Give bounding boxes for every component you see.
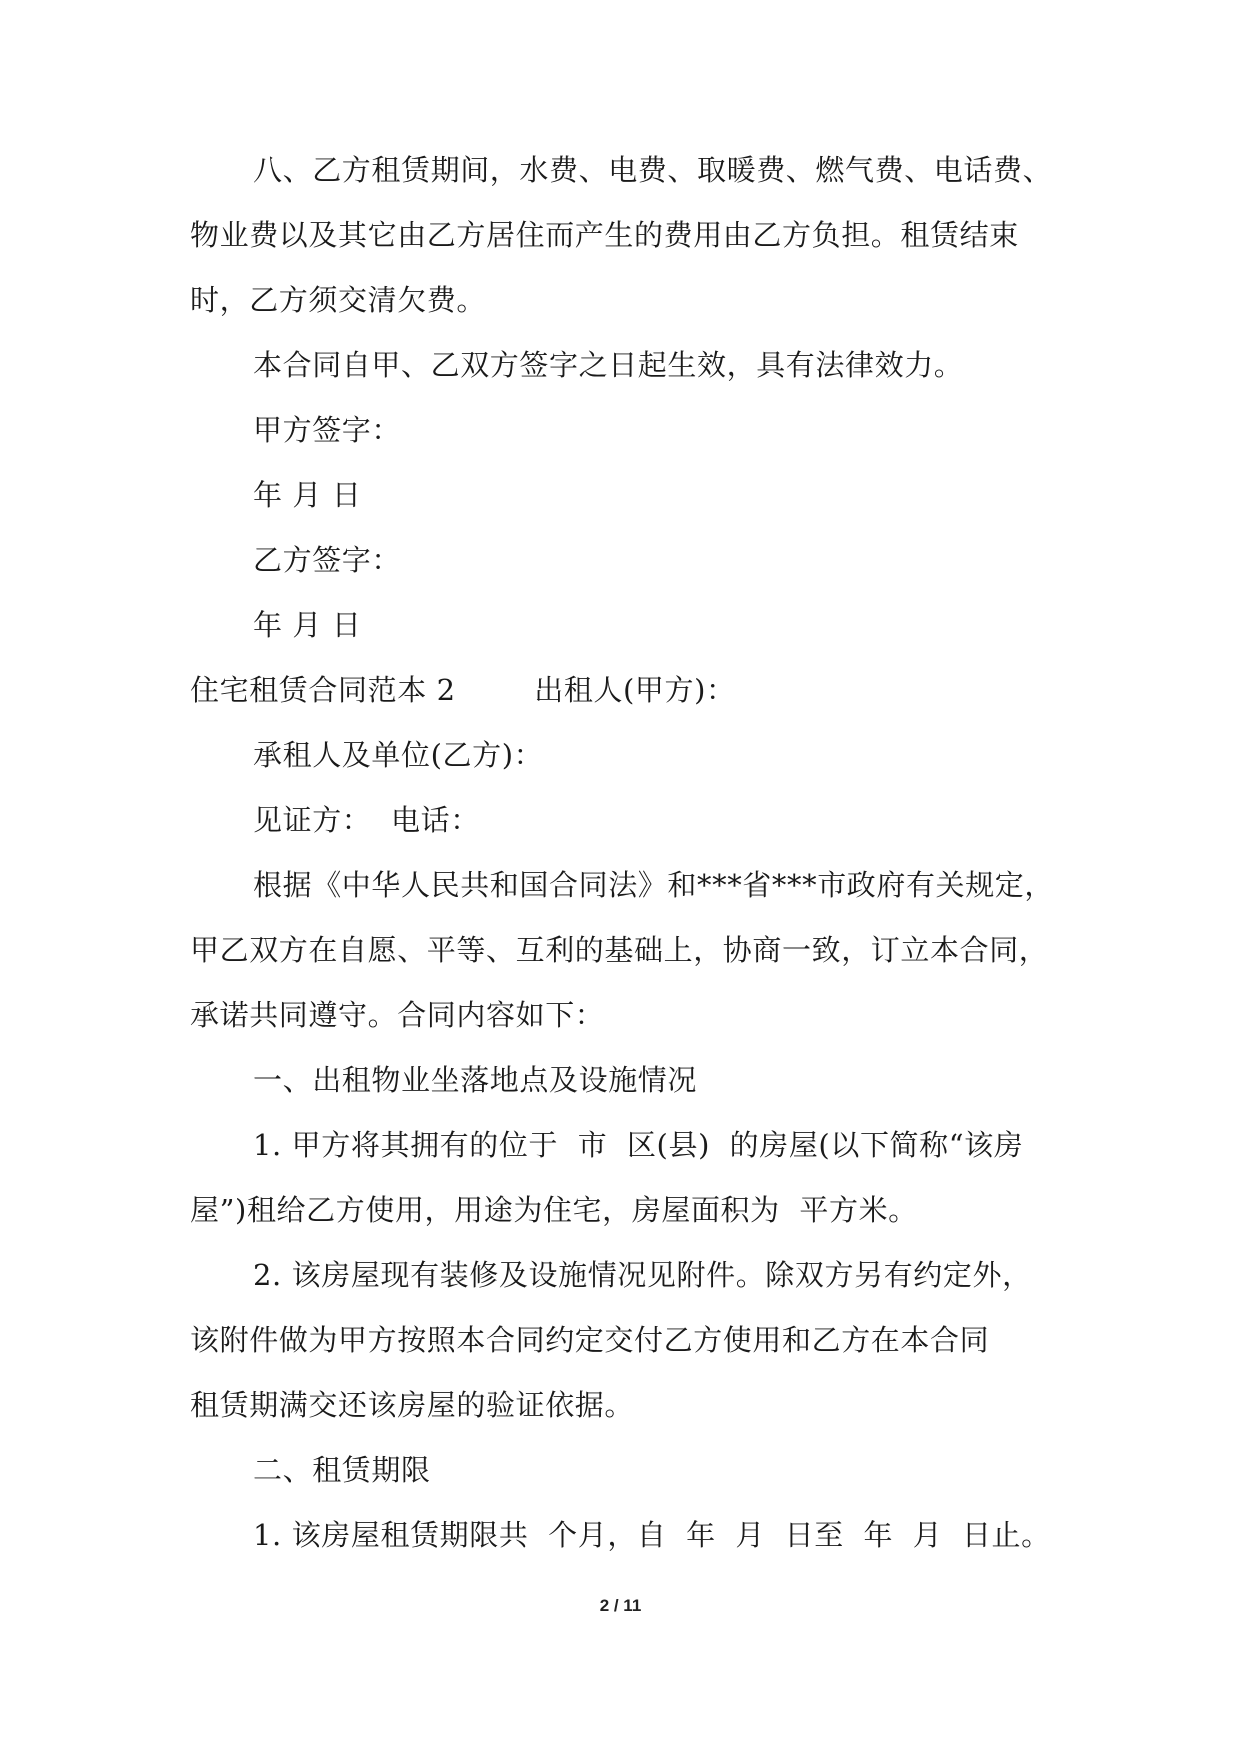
clause-heading: 一、出租物业坐落地点及设施情况 xyxy=(253,1063,698,1097)
paragraph-line: 时，乙方须交清欠费。 xyxy=(190,283,487,317)
party-b-signature-label: 乙方签字： xyxy=(253,543,402,577)
paragraph-line: 物业费以及其它由乙方居住而产生的费用由乙方负担。租赁结束 xyxy=(190,218,1019,252)
paragraph-line: 见证方： 电话： xyxy=(253,803,480,837)
section-heading: 住宅租赁合同范本 2 出租人(甲方)： xyxy=(190,673,736,707)
paragraph-line: 八、乙方租赁期间，水费、电费、取暖费、燃气费、电话费、 xyxy=(253,153,1053,187)
date-line: 年 月 日 xyxy=(253,608,362,642)
date-line: 年 月 日 xyxy=(253,478,362,512)
paragraph-line: 承租人及单位(乙方)： xyxy=(253,738,544,772)
paragraph-line: 1. 该房屋租赁期限共 个月，自 年 月 日至 年 月 日止。 xyxy=(253,1518,1051,1552)
paragraph-line: 甲乙双方在自愿、平等、互利的基础上，协商一致，订立本合同， xyxy=(190,933,1049,967)
paragraph-line: 根据《中华人民共和国合同法》和***省***市政府有关规定， xyxy=(253,868,1055,902)
page-number: 2 / 11 xyxy=(599,1596,642,1615)
paragraph-line: 2. 该房屋现有装修及设施情况见附件。除双方另有约定外， xyxy=(253,1258,1032,1292)
paragraph-line: 屋”)租给乙方使用，用途为住宅，房屋面积为 平方米。 xyxy=(190,1193,918,1227)
paragraph-line: 1. 甲方将其拥有的位于 市 区(县) 的房屋(以下简称“该房 xyxy=(253,1128,1024,1162)
paragraph-line: 该附件做为甲方按照本合同约定交付乙方使用和乙方在本合同 xyxy=(190,1323,990,1357)
paragraph-line: 承诺共同遵守。合同内容如下： xyxy=(190,998,605,1032)
clause-heading: 二、租赁期限 xyxy=(253,1453,431,1487)
paragraph-line: 租赁期满交还该房屋的验证依据。 xyxy=(190,1388,635,1422)
paragraph-line: 本合同自甲、乙双方签字之日起生效，具有法律效力。 xyxy=(253,348,964,382)
party-a-signature-label: 甲方签字： xyxy=(253,413,402,447)
